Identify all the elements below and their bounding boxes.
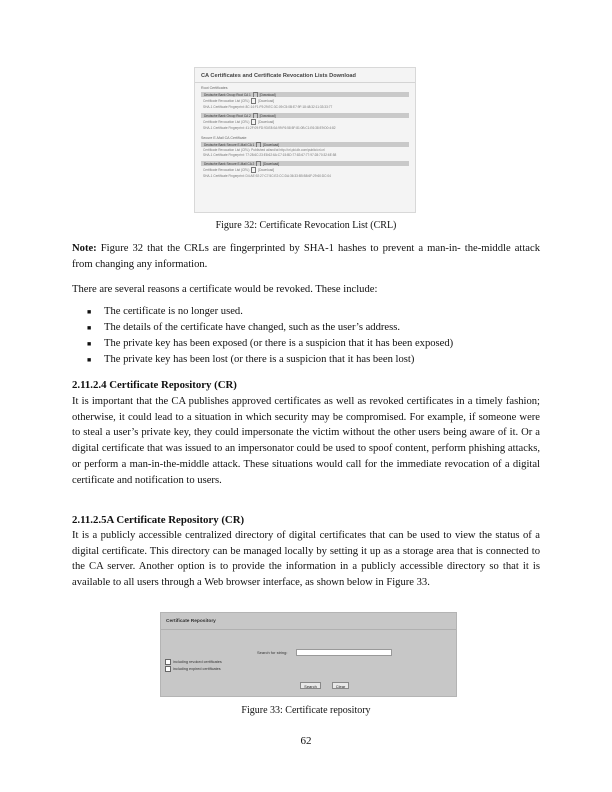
section-heading-2-11-2-4: 2.11.2.4 Certificate Repository (CR) bbox=[72, 379, 237, 391]
page-number: 62 bbox=[300, 735, 312, 747]
download-link[interactable]: [Download] bbox=[258, 98, 275, 103]
crl-line bbox=[203, 98, 409, 104]
bullet-icon: ■ bbox=[87, 356, 92, 364]
root-certificates-heading: Root Certificates bbox=[201, 86, 228, 90]
figure-33-image bbox=[160, 612, 457, 697]
document-icon bbox=[253, 113, 258, 118]
figure-33-caption: Figure 33: Certificate repository bbox=[241, 705, 371, 716]
repository-title: Certificate Repository bbox=[166, 619, 216, 624]
document-icon bbox=[251, 167, 256, 173]
secure-email-heading: Secure E-Mail CA Certificate bbox=[201, 136, 247, 140]
document-icon bbox=[251, 119, 256, 125]
section-body-2-11-2-4: It is important that the CA publishes approved certificates as well as revoked certificates in a timely fashion; otherwise, it could lead to a situation in which security may be compromised. For example, if someone were to steal a user’s private key, they could impersonate the victim without the other users being aware of it. Or a digital certificate that was issued to an impersonator could be used to spoof content, perform phishing attacks, or perform a man-in-the-middle attack. These situations would call for the immediate revocation of a digital certificate and notification to users. bbox=[72, 396, 540, 486]
cert-name: Deutsche Bank Group Root CA 2 bbox=[204, 113, 251, 118]
bullet-icon: ■ bbox=[87, 324, 92, 332]
reasons-intro: There are several reasons a certificate would be revoked. These include: bbox=[72, 284, 378, 295]
document-icon bbox=[251, 98, 256, 104]
fingerprint-line: SHA-1 Certificate Fingerprint: 77:28:6C:23:E8:62:6A:C7:15:BD:77:83:67:77:97:28:70:32:6E:58 bbox=[203, 153, 337, 157]
note-label: Note: bbox=[72, 243, 97, 254]
download-link[interactable]: [Download] bbox=[258, 167, 275, 172]
cert-block bbox=[195, 92, 415, 109]
download-link[interactable]: [Download] bbox=[259, 113, 276, 118]
download-link[interactable]: [Download] bbox=[259, 92, 276, 97]
figure-32-caption: Figure 32: Certificate Revocation List (CRL) bbox=[215, 220, 397, 231]
cert-name: Deutsche Bank Secure E-Mail CA 1 bbox=[204, 142, 255, 147]
section-heading-2-11-2-5a: 2.11.2.5A Certificate Repository (CR) bbox=[72, 514, 245, 526]
revoked-checkbox-label: including revoked certificates bbox=[173, 660, 222, 664]
download-link[interactable]: [Download] bbox=[263, 142, 280, 147]
expired-checkbox-label: including expired certificates bbox=[173, 667, 221, 671]
section-body-2-11-2-5a: It is a publicly accessible centralized directory of digital certificates that can be used to view the status of a digital certificate. This directory can be managed locally by setting it up as a storage area that is connected to the CA server. Another option is to provide the information in a publicly accessible directory so that it is available to all users through a Web browser interface, as shown below in Figure 33. bbox=[72, 530, 540, 589]
expired-checkbox[interactable] bbox=[165, 666, 171, 672]
search-input[interactable] bbox=[296, 649, 392, 656]
revoked-checkbox[interactable] bbox=[165, 659, 171, 665]
search-button[interactable]: Search bbox=[300, 682, 321, 689]
cert-name: Deutsche Bank Group Root CA 1 bbox=[204, 92, 251, 97]
list-item-text: The private key has been exposed (or there is a suspicion that it has been exposed) bbox=[104, 338, 454, 349]
fingerprint-line: SHA-1 Certificate Fingerprint: D4:AE:92:27:C7:5C:E2:CC:DA:36:33:B5:B8:6F:29:60:DC:04 bbox=[203, 174, 331, 178]
figure-32-image bbox=[194, 67, 416, 213]
list-item-text: The details of the certificate have changed, such as the user’s address. bbox=[104, 322, 401, 333]
crl-line: Certificate Revocation List (CRL): Published at/and/at http://crl.pki.db.com/public/crl.crl bbox=[203, 148, 325, 152]
note-paragraph bbox=[72, 241, 540, 272]
cert-bar bbox=[201, 161, 409, 166]
cert-bar bbox=[201, 142, 409, 147]
cert-bar bbox=[201, 113, 409, 118]
crl-label: Certificate Revocation List (CRL) bbox=[203, 167, 250, 172]
list-item bbox=[72, 304, 540, 320]
revoked-checkbox-row[interactable] bbox=[165, 659, 222, 665]
list-item-text: The certificate is no longer used. bbox=[104, 306, 243, 317]
note-text: Figure 32 that the CRLs are fingerprinted by SHA-1 hashes to prevent a man-in- the-middle attack from changing any information. bbox=[72, 243, 540, 270]
cert-block bbox=[195, 142, 415, 157]
revocation-reasons-list bbox=[72, 304, 540, 368]
list-item bbox=[72, 352, 540, 368]
download-link[interactable]: [Download] bbox=[263, 161, 280, 166]
document-icon bbox=[253, 92, 258, 97]
fingerprint-line: SHA-1 Certificate Fingerprint: 8C:14:F1:F9:29:EC:3C:09:C5:0B:E7:9F:18:48:32:11:33:33:77 bbox=[203, 105, 333, 109]
list-item bbox=[72, 320, 540, 336]
crl-line bbox=[203, 167, 409, 173]
bullet-icon: ■ bbox=[87, 340, 92, 348]
bullet-icon: ■ bbox=[87, 308, 92, 316]
cert-block bbox=[195, 113, 415, 130]
crl-download-title: CA Certificates and Certificate Revocation Lists Download bbox=[195, 68, 415, 83]
cert-name: Deutsche Bank Secure E-Mail CA 2 bbox=[204, 161, 255, 166]
search-label: Search for string: bbox=[257, 650, 288, 655]
download-link[interactable]: [Download] bbox=[258, 119, 275, 124]
document-icon bbox=[256, 142, 261, 147]
cert-bar bbox=[201, 92, 409, 97]
list-item bbox=[72, 336, 540, 352]
clear-button[interactable]: Clear bbox=[332, 682, 349, 689]
crl-label: Certificate Revocation List (CRL) bbox=[203, 98, 250, 103]
fingerprint-line: SHA-1 Certificate Fingerprint: 41:2F:09:FD:93:E8:0A:99:F6:58:5F:81:0B:C1:E6:38:E9:D0:4:82 bbox=[203, 126, 336, 130]
crl-line bbox=[203, 119, 409, 125]
document-icon bbox=[256, 161, 261, 166]
crl-label: Certificate Revocation List (CRL) bbox=[203, 119, 250, 124]
cert-block bbox=[195, 161, 415, 178]
expired-checkbox-row[interactable] bbox=[165, 666, 221, 672]
list-item-text: The private key has been lost (or there is a suspicion that it has been lost) bbox=[104, 354, 415, 365]
divider bbox=[161, 629, 456, 630]
